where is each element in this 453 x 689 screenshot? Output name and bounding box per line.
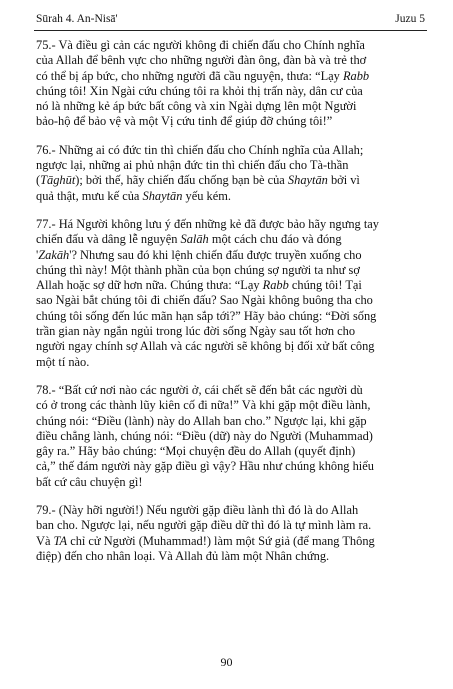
- page-number: 90: [220, 655, 233, 669]
- text-run: yếu kém.: [182, 188, 231, 203]
- text-line: [36, 339, 423, 354]
- verse-paragraph: [36, 217, 423, 370]
- italic-term: Salāh: [180, 232, 209, 247]
- text-line: [36, 444, 423, 459]
- italic-term: Shaytān: [287, 173, 328, 188]
- text-run: bất cứ câu chuyện gì!: [36, 474, 143, 489]
- running-header: [36, 10, 425, 28]
- text-run: bảo-hộ để bảo vệ và một Vị cứu tinh để giúp đỡ chúng tôi!”: [36, 114, 333, 129]
- text-line: [36, 309, 423, 324]
- text-line: [36, 114, 423, 129]
- text-run: ': [36, 247, 39, 262]
- text-run: gây ra.” Hãy bảo chúng: “Mọi chuyện đều do Allah (quyết định): [36, 444, 356, 459]
- text-run: 75.- Và điều gì cản các người không đi chiến đấu cho Chính nghĩa: [36, 38, 365, 52]
- text-line: [36, 84, 423, 99]
- text-run: bởi vì: [327, 173, 360, 188]
- text-line: [36, 429, 423, 444]
- text-run: '? Nhưng sau đó khi lệnh chiến đấu được truyền xuống cho: [69, 247, 362, 262]
- text-run: chiến đấu và dâng lễ nguyện: [36, 232, 181, 247]
- header-juzu-label: Juzu 5: [395, 13, 425, 25]
- text-line: [36, 158, 423, 173]
- text-run: Allah hoặc sợ dữ hơn nữa. Chúng thưa: “Lạy: [36, 278, 263, 293]
- text-line: [36, 549, 423, 564]
- italic-term: Shaytān: [142, 188, 183, 203]
- text-line: [36, 143, 423, 158]
- text-run: ngược lại, những ai phủ nhận đức tin thì chiến đấu cho Tà-thần: [36, 158, 349, 173]
- text-run: 79.- (Này hỡi người!) Nếu người gặp điều lành thì đó là do Allah: [36, 503, 359, 518]
- text-run: điều chẳng lành, chúng nói: “Điều (dữ) này do Người (Muhammad): [36, 428, 373, 443]
- italic-term: TA: [53, 533, 68, 548]
- text-run: ban cho. Ngược lại, nếu người gặp điều dữ thì đó là tự mình làm ra.: [36, 518, 372, 533]
- text-run: một tí nào.: [36, 354, 90, 369]
- text-line: [36, 518, 423, 533]
- verse-text-body: [36, 38, 423, 564]
- text-run: một cách chu đáo và đóng: [208, 232, 342, 247]
- header-surah-title: Sūrah 4. An-Nisā': [36, 13, 118, 25]
- text-line: [36, 383, 423, 398]
- verse-paragraph: [36, 38, 423, 130]
- text-line: [36, 189, 423, 204]
- text-run: cả,” thế đám người này gặp điều gì vậy? Hầu như chúng không hiểu: [36, 459, 374, 474]
- text-run: chúng nói: “Điều (lành) này do Allah ban cho.” Ngược lại, khi gặp: [36, 413, 367, 428]
- text-line: [36, 293, 423, 308]
- text-line: [36, 53, 423, 68]
- header-divider: [34, 30, 427, 31]
- text-run: (: [36, 173, 41, 188]
- text-run: của Allah để bênh vực cho những người đàn ông, đàn bà và trẻ thơ: [36, 53, 367, 68]
- text-run: có ở trong các thành lũy kiên cố đi nữa!” Và khi gặp một điều lành,: [36, 398, 371, 413]
- text-run: chúng tôi sống đến lúc mãn hạn sắp tới?” Hãy bảo chúng: “Đời sống: [36, 308, 377, 323]
- italic-term: Rabb: [342, 68, 370, 83]
- text-line: [36, 414, 423, 429]
- verse-paragraph: [36, 143, 423, 204]
- text-run: chúng tôi! Xin Ngài cứu chúng tôi ra khỏi thị trấn này, dân cư của: [36, 83, 363, 98]
- italic-term: Tāghūt: [40, 173, 76, 188]
- text-line: [36, 534, 423, 549]
- text-run: 77.- Há Người không lưu ý đến những kẻ đã được bảo hãy ngưng tay: [36, 216, 379, 231]
- text-line: [36, 503, 423, 518]
- text-line: [36, 38, 423, 53]
- text-line: [36, 232, 423, 247]
- text-run: 78.- “Bất cứ nơi nào các người ở, cái chết sẽ đến bắt các người dù: [36, 382, 363, 397]
- text-run: chúng tôi! Tại: [288, 278, 362, 293]
- text-run: Và: [36, 533, 54, 548]
- text-line: [36, 459, 423, 474]
- text-line: [36, 217, 423, 232]
- verse-paragraph: [36, 503, 423, 564]
- text-line: [36, 355, 423, 370]
- text-run: 76.- Những ai có đức tin thì chiến đấu cho Chính nghĩa của Allah;: [36, 142, 364, 157]
- text-line: [36, 99, 423, 114]
- text-line: [36, 278, 423, 293]
- italic-term: Zakāh: [38, 247, 70, 262]
- text-line: [36, 173, 423, 188]
- text-run: trần gian này ngắn ngủi trong lúc đời sống Ngày sau tốt hơn cho: [36, 324, 356, 339]
- text-line: [36, 398, 423, 413]
- text-run: có thể bị áp bức, cho những người đã cầu nguyện, thưa: “Lạy: [36, 68, 343, 83]
- text-line: [36, 475, 423, 490]
- text-run: sao Ngài bắt chúng tôi đi chiến đấu? Sao Ngài không buông tha cho: [36, 293, 373, 308]
- text-line: [36, 248, 423, 263]
- text-run: chỉ cử Người (Muhammad!) làm một Sứ giả (để mang Thông: [67, 533, 375, 548]
- italic-term: Rabb: [262, 278, 289, 293]
- text-run: quả thật, mưu kế của: [36, 188, 143, 203]
- text-line: [36, 263, 423, 278]
- text-run: nó là những kẻ áp bức bất công và xin Ngài dựng lên một Người: [36, 99, 357, 114]
- text-line: [36, 324, 423, 339]
- text-run: điệp) đến cho nhân loại. Và Allah đủ làm một Nhân chứng.: [36, 548, 330, 563]
- verse-paragraph: [36, 383, 423, 490]
- text-run: chúng thì này! Một thành phần của bọn chúng sợ người ta như sợ: [36, 262, 360, 277]
- text-run: ); bởi thế, hãy chiến đấu chống bạn bè của: [75, 173, 288, 188]
- text-line: [36, 69, 423, 84]
- text-run: người ngay chính sợ Allah và các người sẽ không bị đối xử bất công: [36, 339, 375, 354]
